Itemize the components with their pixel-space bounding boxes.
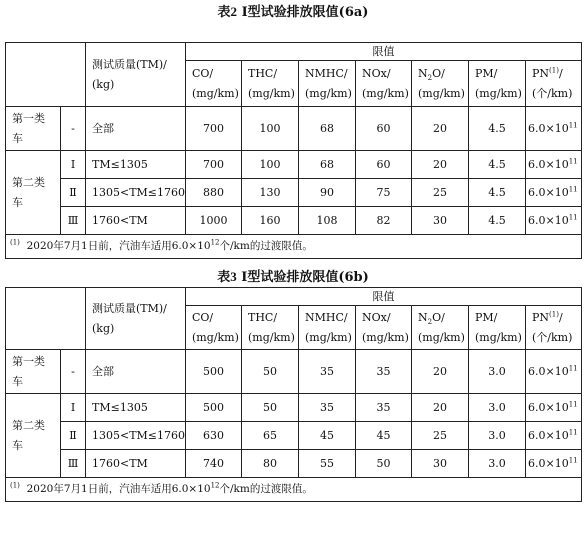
limits-header: 限值	[186, 43, 582, 61]
category-cell: 第二类 车	[6, 151, 61, 235]
n2o-cell: 30	[412, 450, 469, 478]
co-cell: 1000	[186, 207, 242, 235]
table-number: 表3	[217, 269, 237, 284]
category-cell: 第一类 车	[6, 350, 61, 394]
nmhc-cell: 90	[299, 179, 356, 207]
class-cell: Ⅲ	[61, 207, 86, 235]
test-mass-cell: 全部	[86, 107, 186, 151]
co-cell: 700	[186, 107, 242, 151]
pm-cell: 4.5	[469, 207, 526, 235]
table-title	[0, 268, 586, 287]
nmhc-cell: 55	[299, 450, 356, 478]
test-mass-cell: 全部	[86, 350, 186, 394]
class-cell: Ⅱ	[61, 179, 86, 207]
test-mass-cell: TM≤1305	[86, 151, 186, 179]
table-title	[0, 3, 586, 22]
emission-limits-table	[5, 287, 582, 502]
class-cell: Ⅰ	[61, 151, 86, 179]
thc-header: THC/ (mg/km)	[242, 306, 299, 350]
nmhc-cell: 108	[299, 207, 356, 235]
pn-cell: $6.0\times 10^{11}$	[526, 350, 582, 394]
pn-header: PN$^{(1)}$/ (个/km)	[526, 61, 582, 107]
table-row	[6, 179, 582, 207]
thc-cell: 80	[242, 450, 299, 478]
table-caption: Ⅰ型试验排放限值(6a)	[241, 5, 369, 20]
pm-cell: 3.0	[469, 394, 526, 422]
nox-header: NOx/ (mg/km)	[356, 306, 412, 350]
class-cell: Ⅰ	[61, 394, 86, 422]
test-mass-header: 测试质量(TM)/ (kg)	[86, 43, 186, 107]
n2o-header: $N_2O/$ (mg/km)	[412, 306, 469, 350]
n2o-header: $N_2O/$ (mg/km)	[412, 61, 469, 107]
pm-cell: 4.5	[469, 107, 526, 151]
table-row	[6, 422, 582, 450]
category-cell: 第二类 车	[6, 394, 61, 478]
table-caption: Ⅰ型试验排放限值(6b)	[241, 270, 369, 285]
test-mass-cell: 1760<TM	[86, 450, 186, 478]
test-mass-cell: 1305<TM≤1760	[86, 179, 186, 207]
footnote: $^{(1)}$ 2020年7月1日前，汽油车适用$6.0\times 10^{12}$个/km的过渡限值。	[6, 478, 582, 502]
nox-cell: 35	[356, 394, 412, 422]
co-cell: 700	[186, 151, 242, 179]
pm-cell: 3.0	[469, 422, 526, 450]
pm-cell: 3.0	[469, 450, 526, 478]
class-cell: -	[61, 350, 86, 394]
n2o-cell: 20	[412, 151, 469, 179]
thc-cell: 50	[242, 350, 299, 394]
nmhc-header: NMHC/ (mg/km)	[299, 61, 356, 107]
class-cell: Ⅱ	[61, 422, 86, 450]
table-number: 表2	[217, 4, 238, 19]
category-cell: 第一类 车	[6, 107, 61, 151]
thc-cell: 50	[242, 394, 299, 422]
table-row	[6, 350, 582, 394]
co-cell: 500	[186, 394, 242, 422]
nmhc-cell: 35	[299, 350, 356, 394]
header-row	[6, 43, 582, 61]
thc-header: THC/ (mg/km)	[242, 61, 299, 107]
nox-cell: 60	[356, 151, 412, 179]
nox-cell: 35	[356, 350, 412, 394]
pm-cell: 3.0	[469, 350, 526, 394]
header-row	[6, 288, 582, 306]
pn-cell: $6.0\times 10^{11}$	[526, 394, 582, 422]
n2o-cell: 20	[412, 350, 469, 394]
thc-cell: 130	[242, 179, 299, 207]
pn-cell: $6.0\times 10^{11}$	[526, 151, 582, 179]
table-row	[6, 450, 582, 478]
pm-header: PM/ (mg/km)	[469, 61, 526, 107]
co-cell: 500	[186, 350, 242, 394]
pn-header: PN$^{(1)}$/ (个/km)	[526, 306, 582, 350]
table-row	[6, 107, 582, 151]
co-cell: 880	[186, 179, 242, 207]
limits-header: 限值	[186, 288, 582, 306]
nmhc-cell: 45	[299, 422, 356, 450]
co-header: CO/ (mg/km)	[186, 61, 242, 107]
test-mass-cell: 1305<TM≤1760	[86, 422, 186, 450]
class-cell: Ⅲ	[61, 450, 86, 478]
thc-cell: 100	[242, 151, 299, 179]
table-row	[6, 151, 582, 179]
table-row	[6, 207, 582, 235]
co-header: CO/ (mg/km)	[186, 306, 242, 350]
thc-cell: 160	[242, 207, 299, 235]
emission-limits-table	[5, 42, 582, 259]
footnote-row	[6, 478, 582, 502]
header-blank-cell	[6, 43, 86, 107]
co-cell: 740	[186, 450, 242, 478]
footnote: $^{(1)}$ 2020年7月1日前，汽油车适用$6.0\times 10^{12}$个/km的过渡限值。	[6, 235, 582, 259]
n2o-cell: 20	[412, 394, 469, 422]
class-cell: -	[61, 107, 86, 151]
n2o-cell: 25	[412, 179, 469, 207]
header-blank-cell	[6, 288, 86, 350]
nmhc-cell: 68	[299, 151, 356, 179]
nox-cell: 75	[356, 179, 412, 207]
pm-header: PM/ (mg/km)	[469, 306, 526, 350]
pm-cell: 4.5	[469, 179, 526, 207]
nox-cell: 60	[356, 107, 412, 151]
pn-cell: $6.0\times 10^{11}$	[526, 107, 582, 151]
pn-cell: $6.0\times 10^{11}$	[526, 179, 582, 207]
pn-cell: $6.0\times 10^{11}$	[526, 422, 582, 450]
n2o-cell: 20	[412, 107, 469, 151]
test-mass-header: 测试质量(TM)/ (kg)	[86, 288, 186, 350]
pn-cell: $6.0\times 10^{11}$	[526, 207, 582, 235]
nmhc-cell: 35	[299, 394, 356, 422]
nox-cell: 50	[356, 450, 412, 478]
thc-cell: 100	[242, 107, 299, 151]
thc-cell: 65	[242, 422, 299, 450]
table-row	[6, 394, 582, 422]
pn-cell: $6.0\times 10^{11}$	[526, 450, 582, 478]
test-mass-cell: 1760<TM	[86, 207, 186, 235]
nmhc-header: NMHC/ (mg/km)	[299, 306, 356, 350]
co-cell: 630	[186, 422, 242, 450]
test-mass-cell: TM≤1305	[86, 394, 186, 422]
n2o-cell: 25	[412, 422, 469, 450]
footnote-row	[6, 235, 582, 259]
nmhc-cell: 68	[299, 107, 356, 151]
pm-cell: 4.5	[469, 151, 526, 179]
n2o-cell: 30	[412, 207, 469, 235]
nox-header: NOx/ (mg/km)	[356, 61, 412, 107]
nox-cell: 45	[356, 422, 412, 450]
nox-cell: 82	[356, 207, 412, 235]
